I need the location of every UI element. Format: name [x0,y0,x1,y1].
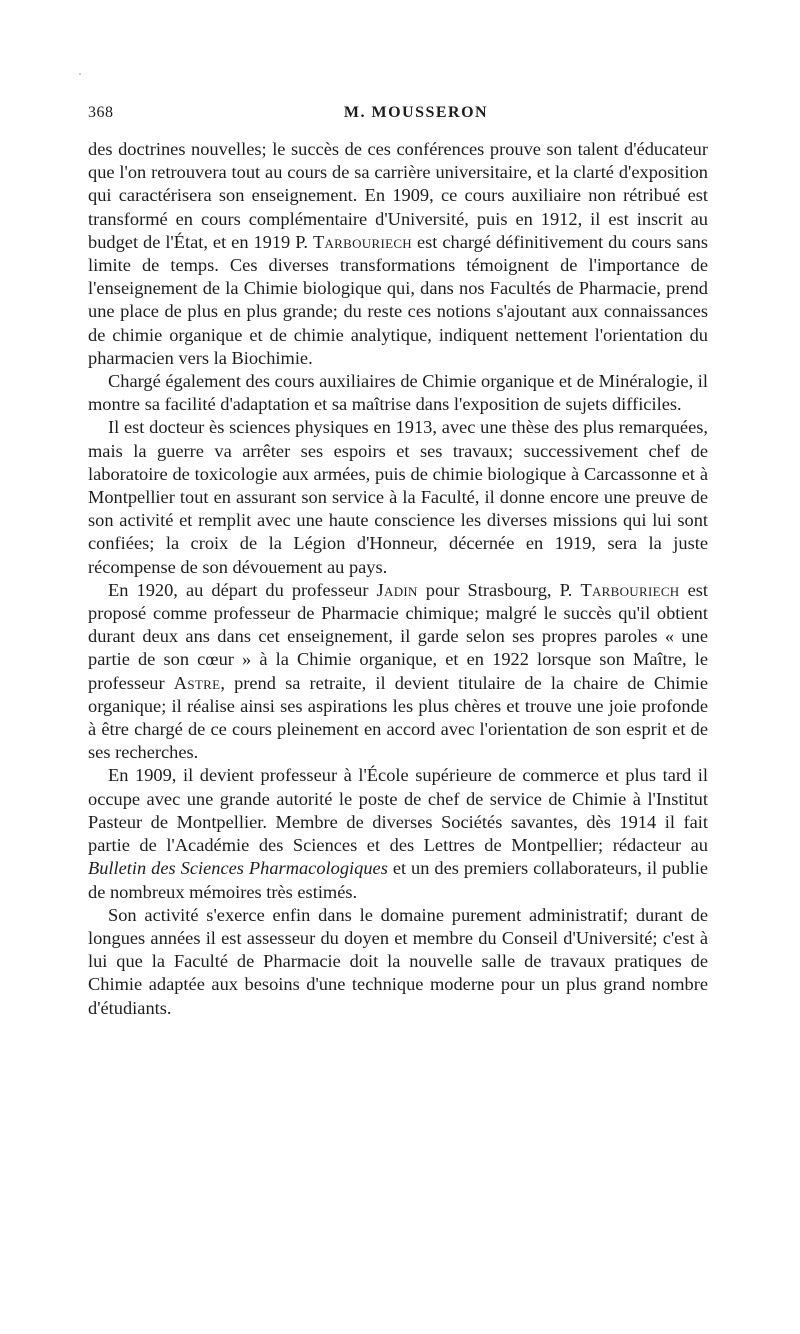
body-text [88,138,708,1020]
paragraph-5-text-b: et un des premiers collaborateurs, il publie de nombreux mémoires très estimés. [88,858,709,902]
paragraph-1-text-a: des doctrines nouvelles; le succès de ces conférences prouve son talent d'éducateur que l'on retrouvera tout au cours de sa carrière universitaire, et la clarté d'exposition qui caractérisera son enseignement. En 1909, ce cours auxiliaire non rétribué est transformé en cours complémentaire d'Université, puis en 1912, il est inscrit au budget de l'État, et en 1919 P. [88,139,708,252]
person-name: Jadin [376,579,418,600]
running-head: M. MOUSSERON [343,104,489,121]
paragraph-4-text-c: est proposé comme professeur de Pharmacie chimique; malgré le succès qu'il obtient durant deux ans dans cet enseignement, il garde selon ses propres paroles « une partie de son cœur » à la Chimie organique, et en 1922 lorsque son Maître, le professeur [88,579,709,693]
paragraph-5-text-a: En 1909, il devient professeur à l'École supérieure de commerce et plus tard il occupe avec une grande autorité le poste de chef de service de Chimie à l'Institut Pasteur de Montpellier. Membre de diverses Sociétés savantes, dès 1914 il fait partie de l'Académie des Sciences et des Lettres de Montpellier; rédacteur au [88,765,708,856]
person-name: Tarbouriech [312,231,412,252]
paragraph-2: Chargé également des cours auxiliaires de Chimie organique et de Minéralogie, il montre sa facilité d'adaptation et sa maîtrise dans l'exposition de sujets difficiles. [88,371,708,415]
paragraph-1 [88,138,708,370]
page-number: 368 [88,104,114,121]
paragraph-6: Son activité s'exerce enfin dans le domaine purement administratif; durant de longues années il est assesseur du doyen et membre du Conseil d'Université; c'est à lui que la Faculté de Pharmacie doit la nouvelle salle de travaux pratiques de Chimie adaptée aux besoins d'une technique moderne pour un plus grand nombre d'étudiants. [88,904,708,1018]
person-name: Tarbouriech [580,579,680,600]
paragraph-4-text-b: pour Strasbourg, P. [417,579,581,600]
paragraph-5 [88,764,708,903]
paragraph-3: Il est docteur ès sciences physiques en 1913, avec une thèse des plus remarquées, mais la guerre va arrêter ses espoirs et ses travaux; successivement chef de laboratoire de toxicologie aux armées, puis de chimie biologique à Carcassonne et à Montpellier tout en assurant son service à la Faculté, il donne encore une preuve de son activité et remplit avec une haute conscience les diverses missions qui lui sont confiées; la croix de la Légion d'Honneur, décernée en 1919, sera la juste récompense de son dévouement au pays. [88,417,708,577]
scan-speck [79,73,81,75]
page-header [88,104,708,126]
paragraph-1-text-b: est chargé définitivement du cours sans limite de temps. Ces diverses transformations témoignent de l'importance de l'enseignement de la Chimie biologique qui, dans nos Facultés de Pharmacie, prend une place de plus en plus grande; du reste ces notions s'ajoutant aux connaissances de chimie organique et de chimie analytique, indiquent nettement l'orientation du pharmacien vers la Biochimie. [88,231,708,368]
paragraph-4-text-a: En 1920, au départ du professeur [108,579,377,600]
person-name: Astre [173,672,221,693]
paragraph-4-text-d: , prend sa retraite, il devient titulaire de la chaire de Chimie organique; il réalise ainsi ses aspirations les plus chères et trouve une joie profonde à être chargé de ce cours pleinement en accord avec l'orientation de son esprit et de ses recherches. [88,672,708,763]
paragraph-4 [88,579,708,765]
journal-title: Bulletin des Sciences Pharmacologiques [88,858,388,879]
